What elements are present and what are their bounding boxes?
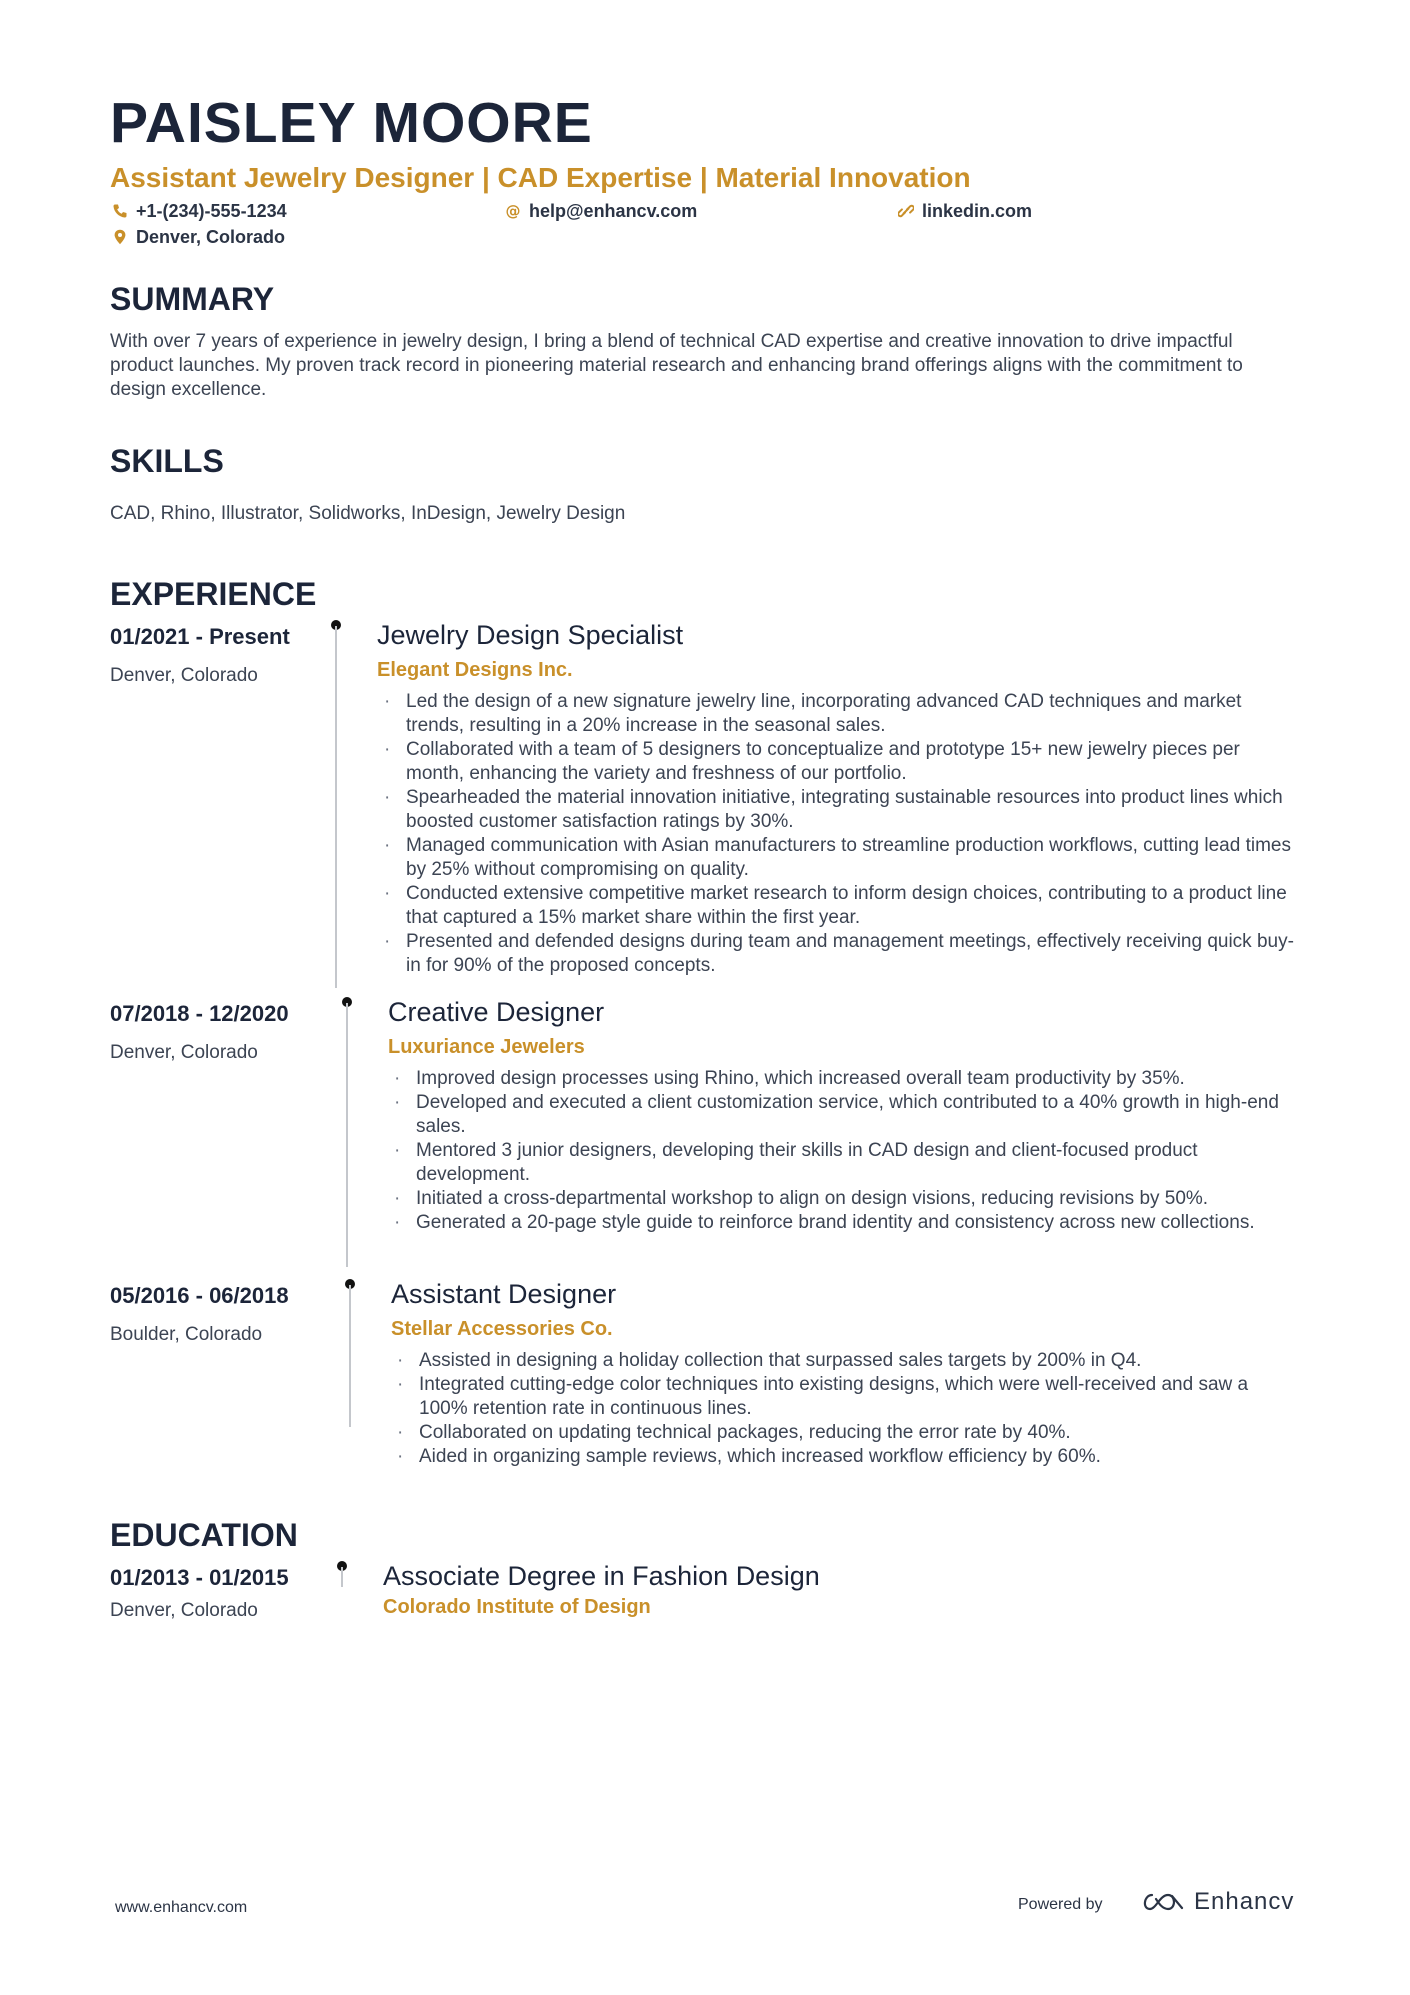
job-company: Luxuriance Jewelers (388, 1036, 585, 1058)
contact-phone (112, 202, 287, 220)
job-company: Elegant Designs Inc. (377, 659, 573, 681)
footer-website[interactable]: www.enhancv.com (115, 1899, 248, 1916)
job-company: Stellar Accessories Co. (391, 1318, 613, 1340)
job-dates: 07/2018 - 12/2020 (110, 1001, 289, 1026)
education-school: Colorado Institute of Design (383, 1596, 651, 1618)
skills-heading: SKILLS (110, 443, 224, 479)
contact-location (112, 228, 285, 246)
job-bullet: · Collaborated on updating technical packages, reducing the error rate by 40%. (391, 1421, 1298, 1445)
candidate-name: PAISLEY MOORE (110, 91, 593, 155)
at-icon (505, 203, 521, 219)
education-degree: Associate Degree in Fashion Design (383, 1561, 820, 1591)
education-heading: EDUCATION (110, 1517, 298, 1553)
job-bullet: · Integrated cutting-edge color techniques into existing designs, which were well-received and saw a 100% retention rate in continuous lines. (391, 1373, 1298, 1421)
job-dates: 01/2021 - Present (110, 624, 290, 649)
brand-logo[interactable] (1138, 1888, 1294, 1916)
job-bullet: · Aided in organizing sample reviews, which increased workflow efficiency by 60%. (391, 1445, 1298, 1469)
timeline-line (346, 1003, 348, 1267)
summary-text: With over 7 years of experience in jewelry design, I bring a blend of technical CAD expertise and creative innovation to drive impactful product launches. My proven track record in pioneering material research and enhancing brand offerings aligns with the commitment to design excellence. (110, 331, 1243, 400)
job-location: Boulder, Colorado (110, 1324, 263, 1345)
job-bullets (391, 1349, 1298, 1469)
email-text: help@enhancv.com (529, 201, 698, 221)
svg-text:@: @ (505, 203, 521, 219)
job-dates: 05/2016 - 06/2018 (110, 1283, 289, 1308)
job-bullet: · Improved design processes using Rhino, which increased overall team productivity by 35%. (388, 1067, 1298, 1091)
location-pin-icon (112, 229, 128, 245)
enhancv-logo-icon (1138, 1890, 1184, 1914)
link-icon (898, 203, 914, 219)
experience-heading: EXPERIENCE (110, 576, 317, 612)
phone-text: +1-(234)-555-1234 (136, 201, 287, 221)
job-bullet: · Mentored 3 junior designers, developing their skills in CAD design and client-focused product development. (388, 1139, 1298, 1187)
education-location: Denver, Colorado (110, 1600, 258, 1621)
linkedin-text: linkedin.com (922, 201, 1033, 221)
timeline-line (335, 626, 337, 988)
job-bullet: · Conducted extensive competitive market research to inform design choices, contributing to a product line that captured a 15% market share within the first year. (378, 882, 1298, 930)
job-bullet: · Assisted in designing a holiday collection that surpassed sales targets by 200% in Q4. (391, 1349, 1298, 1373)
job-bullet: · Initiated a cross-departmental workshop to align on design visions, reducing revisions by 50%. (388, 1187, 1298, 1211)
skills-text: CAD, Rhino, Illustrator, Solidworks, InDesign, Jewelry Design (110, 503, 626, 524)
job-role: Jewelry Design Specialist (377, 620, 684, 650)
phone-icon (112, 203, 128, 219)
job-location: Denver, Colorado (110, 665, 258, 686)
contact-linkedin[interactable] (898, 202, 1032, 220)
job-bullet: · Managed communication with Asian manufacturers to streamline production workflows, cutting lead times by 25% without compromising on quality. (378, 834, 1298, 882)
job-role: Assistant Designer (391, 1279, 617, 1309)
timeline-line (341, 1567, 343, 1587)
contact-email[interactable] (505, 202, 697, 220)
powered-by-label: Powered by (1018, 1896, 1103, 1913)
job-bullet: · Collaborated with a team of 5 designers to conceptualize and prototype 15+ new jewelry pieces per month, enhancing the variety and freshness of our portfolio. (378, 738, 1298, 786)
job-location: Denver, Colorado (110, 1042, 258, 1063)
job-role: Creative Designer (388, 997, 605, 1027)
brand-name: Enhancv (1194, 1888, 1295, 1915)
job-bullet: · Developed and executed a client customization service, which contributed to a 40% growth in high-end sales. (388, 1091, 1298, 1139)
candidate-title: Assistant Jewelry Designer | CAD Expertise | Material Innovation (110, 162, 971, 193)
job-bullets (388, 1067, 1298, 1235)
job-bullet: · Generated a 20-page style guide to reinforce brand identity and consistency across new collections. (388, 1211, 1298, 1235)
job-bullet: · Spearheaded the material innovation initiative, integrating sustainable resources into product lines which boosted customer satisfaction ratings by 30%. (378, 786, 1298, 834)
timeline-line (349, 1285, 351, 1427)
location-text: Denver, Colorado (136, 227, 286, 247)
summary-heading: SUMMARY (110, 281, 275, 317)
job-bullets (378, 690, 1298, 978)
education-dates: 01/2013 - 01/2015 (110, 1565, 289, 1590)
job-bullet: · Led the design of a new signature jewelry line, incorporating advanced CAD techniques and market trends, resulting in a 20% increase in the seasonal sales. (378, 690, 1298, 738)
job-bullet: · Presented and defended designs during team and management meetings, effectively receiving quick buy-in for 90% of the proposed concepts. (378, 930, 1298, 978)
